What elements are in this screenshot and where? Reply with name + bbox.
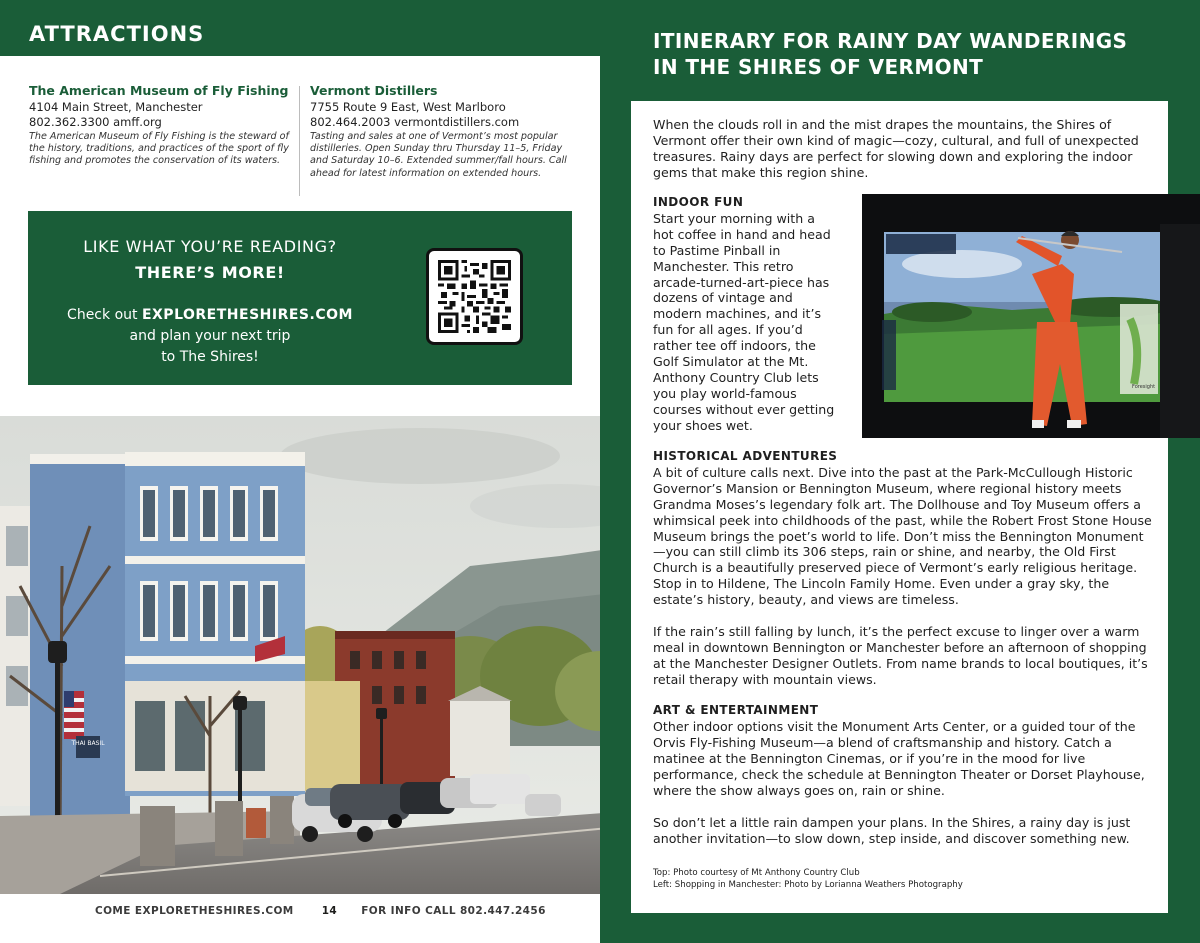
photo-credit-left: Left: Shopping in Manchester: Photo by Lorianna Weathers Photography	[653, 880, 963, 890]
promo-body	[58, 305, 362, 368]
golf-screen-brand: Foresight	[1132, 384, 1156, 390]
listing-contact: 802.362.3300 amff.org	[29, 115, 162, 129]
listing-name: The American Museum of Fly Fishing	[29, 83, 289, 98]
shop-sign-line1: THAI BASIL	[71, 740, 105, 747]
listing-contact: 802.464.2003 vermontdistillers.com	[310, 115, 520, 129]
page-footer	[95, 905, 546, 917]
promo-website-link[interactable]: EXPLORETHESHIRES.COM	[141, 307, 353, 323]
section-body: A bit of culture calls next. Dive into the past at the Park-McCullough Historic Governor’s Mansion or Bennington Museum, where regional history meets Grandma Moses’s legendary folk art. The Dollhouse and Toy Museum offers a whimsical peek into childhoods of the past, while the Robert Frost Stone House Museum brings the poet’s world to life. Don’t miss the Bennington Monument—you can still climb its 306 steps, rain or shine, and nearby, the Old First Church is a beautifully preserved piece of Vermont’s early religious heritage. Stop in to Hildene, The Lincoln Family Home. Even under a gray sky, the estate’s history, beauty, and views are timeless.	[653, 464, 1152, 608]
promo-body-line3: to The Shires!	[161, 349, 259, 365]
listing-museum-fly-fishing	[29, 82, 291, 168]
section-body: Other indoor options visit the Monument Arts Center, or a guided tour of the Orvis Fly-Fishing Museum—a blend of craftsmanship and history. Catch a matinee at the Bennington Cinemas, or if you’re in the mood for live performance, check the schedule at Bennington Theater or Dorset Playhouse, where the show always goes on, rain or shine.	[653, 718, 1145, 798]
section-heading: INDOOR FUN	[653, 195, 744, 209]
section-art-entertainment	[653, 703, 1153, 798]
section-historical-adventures	[653, 449, 1153, 608]
promo-box	[28, 211, 572, 385]
section-title: ATTRACTIONS	[29, 22, 205, 46]
listing-divider	[299, 86, 300, 196]
listing-description: Tasting and sales at one of Vermont’s most popular distilleries. Open Sunday thru Thursday 11–5, Friday and Saturday 10–6. Extended summer/fall hours. Call ahead for latest information on extended hours.	[310, 131, 567, 179]
section-heading: ART & ENTERTAINMENT	[653, 703, 819, 717]
promo-headline: LIKE WHAT YOU’RE READING?	[83, 237, 337, 256]
intro-paragraph: When the clouds roll in and the mist drapes the mountains, the Shires of Vermont offer their own kind of magic—cozy, cultural, and full of unexpected treasures. Rainy days are perfect for slowing down and exploring the indoor gems that make this region shine.	[653, 117, 1139, 180]
listing-address: 7755 Route 9 East, West Marlboro	[310, 100, 506, 114]
street-photo-manchester	[0, 416, 630, 894]
qr-code-icon[interactable]	[426, 248, 523, 345]
closing-paragraph: So don’t let a little rain dampen your plans. In the Shires, a rainy day is just another invitation—to slow down, step inside, and discover something new.	[653, 815, 1131, 846]
photo-credits	[653, 867, 1153, 891]
section-body: Start your morning with a hot coffee in hand and head to Pastime Pinball in Manchester. This retro arcade-turned-art-piece has dozens of vintage and modern machines, and it’s fun for all ages. If you’d rather tee off indoors, the Golf Simulator at the Mt. Anthony Country Club lets you play world-famous courses without ever getting your shoes wet.	[653, 210, 835, 433]
photo-credit-top: Top: Photo courtesy of Mt Anthony Country Club	[653, 868, 860, 878]
promo-subheadline: THERE’S MORE!	[135, 263, 285, 282]
itinerary-title-line2: IN THE SHIRES OF VERMONT	[653, 55, 984, 79]
promo-body-prefix: Check out	[67, 307, 142, 323]
listing-address: 4104 Main Street, Manchester	[29, 100, 203, 114]
listing-description: The American Museum of Fly Fishing is the steward of the history, traditions, and practices of the sport of fly fishing and promotes the conservation of its waters.	[29, 131, 289, 167]
footer-website[interactable]: COME EXPLORETHESHIRES.COM	[95, 905, 294, 917]
promo-text	[58, 233, 362, 368]
listing-name: Vermont Distillers	[310, 83, 438, 98]
itinerary-title-line1: ITINERARY FOR RAINY DAY WANDERINGS	[653, 29, 1128, 53]
listing-vermont-distillers	[310, 82, 578, 180]
golf-simulator-photo	[862, 194, 1200, 438]
section-heading: HISTORICAL ADVENTURES	[653, 449, 838, 463]
page-number: 14	[321, 905, 338, 917]
promo-body-line2: and plan your next trip	[129, 328, 291, 344]
footer-phone: FOR INFO CALL 802.447.2456	[361, 905, 546, 917]
section-lunch-shopping: If the rain’s still falling by lunch, it’s the perfect excuse to linger over a warm meal in downtown Bennington or Manchester before an afternoon of shopping at the Manchester Designer Outlets. From name brands to local boutiques, it’s retail therapy with mountain views.	[653, 624, 1148, 687]
section-indoor-fun	[653, 195, 835, 434]
itinerary-title	[653, 28, 1173, 80]
